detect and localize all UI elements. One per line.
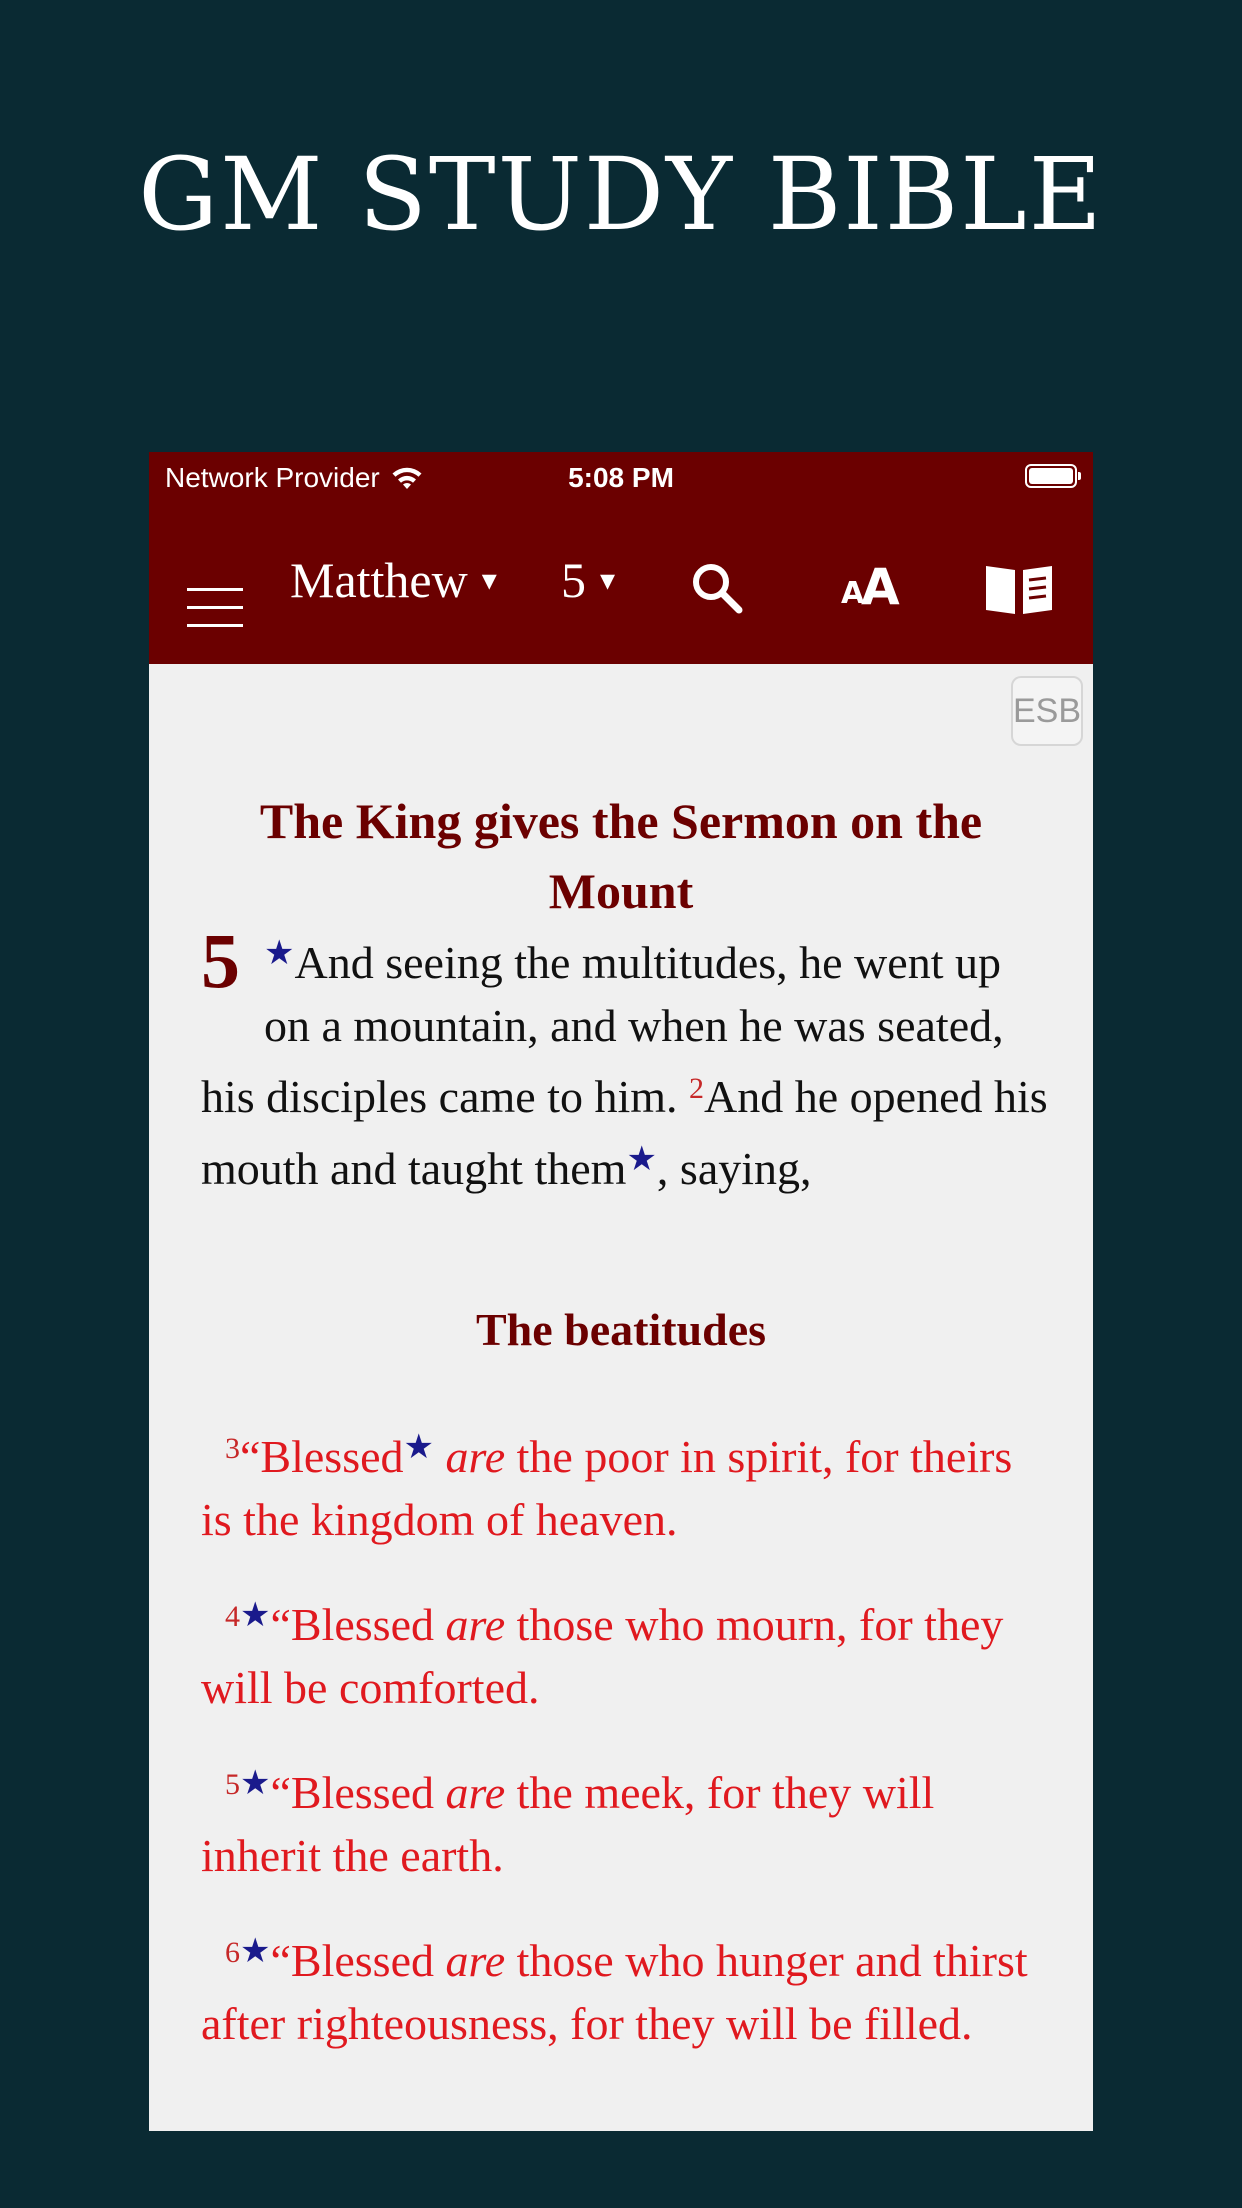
section-heading: The King gives the Sermon on the Mount: [259, 793, 983, 919]
phone-screen: [149, 452, 1093, 2131]
subheading: The beatitudes: [475, 1304, 767, 1355]
verse-number: 3: [225, 1432, 240, 1465]
verse-open: “Blessed: [270, 1599, 446, 1650]
study-note-star-icon[interactable]: ★: [240, 1931, 271, 1971]
verse-2-text-a: And he opened his mouth and taught them: [201, 1071, 1048, 1194]
carrier-label: Network Provider: [165, 462, 380, 493]
verse-2-text-b: , saying,: [656, 1143, 812, 1194]
book-label: Matthew: [290, 552, 468, 608]
book-selector[interactable]: [290, 500, 497, 660]
chapter-number: 5: [201, 917, 240, 1004]
study-note-star-icon[interactable]: ★: [626, 1139, 657, 1179]
verse-1-text: And seeing the multitudes, he went up on a mountain, and when he was seated, his disciples came to him.: [201, 937, 1004, 1122]
book-dropdown-caret-icon: ▾: [481, 562, 497, 598]
search-icon[interactable]: [689, 560, 745, 616]
study-note-star-icon[interactable]: ★: [264, 933, 295, 973]
battery-icon: [1025, 464, 1077, 488]
status-bar: [149, 452, 1093, 504]
verse-number: 6: [225, 1936, 240, 1969]
verse-rest: those who mourn, for they will be comforted.: [201, 1599, 1004, 1713]
verse-number: 5: [225, 1768, 240, 1801]
promo-title: GM STUDY BIBLE: [138, 136, 1104, 253]
verse-rest: those who hunger and thirst after righteousness, for they will be filled.: [201, 1935, 1028, 2049]
verse-number: 2: [689, 1072, 705, 1105]
verse-italic: are: [445, 1767, 506, 1818]
verse-rest: the poor in spirit, for theirs is the kingdom of heaven.: [201, 1431, 1013, 1545]
verse-3[interactable]: [201, 1416, 1051, 1551]
verse-open: “Blessed: [270, 1935, 446, 1986]
verse-rest: the meek, for they will inherit the earth.: [201, 1767, 935, 1881]
font-size-icon[interactable]: A A: [841, 558, 900, 616]
open-book-icon[interactable]: [982, 560, 1056, 616]
study-note-star-icon[interactable]: ★: [240, 1763, 271, 1803]
verse-6[interactable]: [201, 1920, 1051, 2055]
bible-text-content[interactable]: [149, 664, 1093, 2131]
verse-open: “Blessed: [240, 1431, 404, 1482]
chapter-label: 5: [561, 552, 586, 608]
verse-5[interactable]: [201, 1752, 1051, 1887]
version-badge[interactable]: ESB: [1011, 676, 1083, 746]
verse-italic: are: [445, 1599, 506, 1650]
verse-open: “Blessed: [270, 1767, 446, 1818]
chapter-selector[interactable]: [561, 500, 615, 660]
verse-4[interactable]: [201, 1584, 1051, 1719]
verse-italic: are: [445, 1935, 506, 1986]
status-time: 5:08 PM: [568, 462, 674, 493]
verse-number: 4: [225, 1600, 240, 1633]
toolbar: [149, 504, 1093, 664]
verses-1-2[interactable]: [201, 917, 1051, 1200]
study-note-star-icon[interactable]: ★: [240, 1595, 271, 1635]
verse-italic: are: [445, 1431, 506, 1482]
chapter-dropdown-caret-icon: ▾: [600, 562, 616, 598]
hamburger-menu-icon[interactable]: [187, 588, 243, 628]
study-note-star-icon[interactable]: ★: [403, 1427, 434, 1467]
